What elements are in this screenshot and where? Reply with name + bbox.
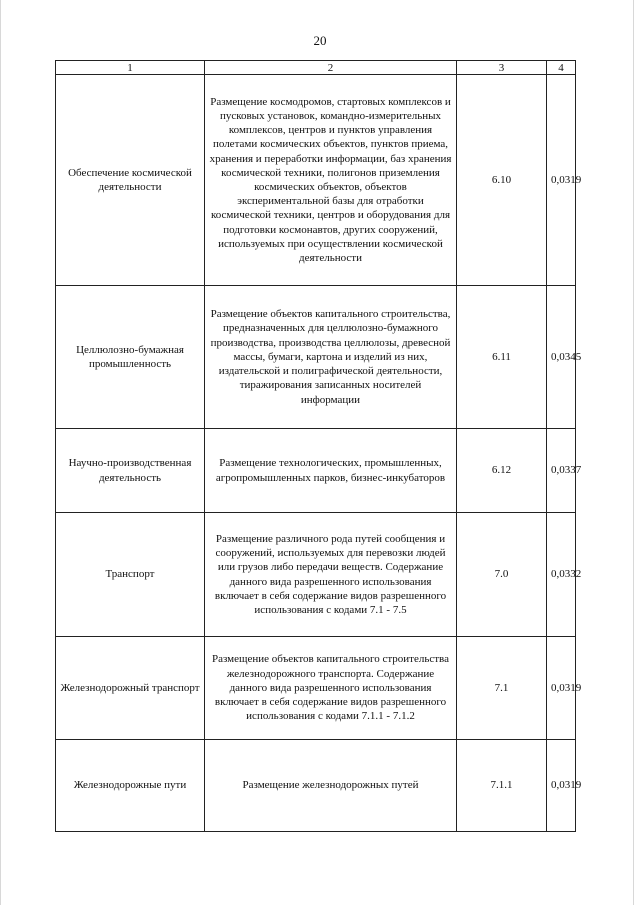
coefficient-cell: 0,0319 — [547, 75, 576, 286]
table-row — [56, 429, 576, 513]
use-description-cell: Размещение технологических, промышленных, агропромышленных парков, бизнес-инкубаторов — [205, 429, 457, 513]
coefficient-cell: 0,0337 — [547, 429, 576, 513]
column-header: 2 — [205, 61, 457, 75]
use-description-cell: Размещение различного рода путей сообщения и сооружений, используемых для перевозки людей или грузов либо передачи веществ. Содержание данного вида разрешенного использования включает в себя содержание видов разрешенного использования с кодами 7.1 - 7.5 — [205, 513, 457, 637]
table-row — [56, 286, 576, 429]
table-row — [56, 513, 576, 637]
use-name-cell: Железнодорожные пути — [56, 740, 205, 832]
use-name-cell: Транспорт — [56, 513, 205, 637]
use-name-cell: Железнодорожный транспорт — [56, 637, 205, 740]
page-number: 20 — [313, 33, 327, 48]
page-edge-left — [0, 0, 1, 905]
use-name-cell: Целлюлозно-бумажная промышленность — [56, 286, 205, 429]
column-header: 4 — [547, 61, 576, 75]
column-header: 3 — [457, 61, 547, 75]
coefficient-cell: 0,0345 — [547, 286, 576, 429]
use-code-cell: 7.1.1 — [457, 740, 547, 832]
column-header: 1 — [56, 61, 205, 75]
page-edge-right — [633, 0, 634, 905]
table-row — [56, 75, 576, 286]
table-row — [56, 637, 576, 740]
table-row — [56, 740, 576, 832]
coefficient-cell: 0,0319 — [547, 740, 576, 832]
coefficient-cell: 0,0332 — [547, 513, 576, 637]
use-code-cell: 7.0 — [457, 513, 547, 637]
use-description-cell: Размещение железнодорожных путей — [205, 740, 457, 832]
land-use-table — [55, 60, 582, 832]
use-code-cell: 6.12 — [457, 429, 547, 513]
table-header-row — [56, 61, 576, 75]
use-name-cell: Научно-производственная деятельность — [56, 429, 205, 513]
use-code-cell: 7.1 — [457, 637, 547, 740]
use-description-cell: Размещение объектов капитального строительства железнодорожного транспорта. Содержание данного вида разрешенного использования включает в себя содержание видов разрешенного использования с кодами 7.1.1 - 7.1.2 — [205, 637, 457, 740]
use-description-cell: Размещение космодромов, стартовых комплексов и пусковых установок, командно-измерительных комплексов, центров и пунктов управления полетами космических объектов, пунктов приема, хранения и переработки информации, баз хранения космической техники, полигонов приземления космических объектов, объектов экспериментальной базы для отработки космической техники, центров и оборудования для подготовки космонавтов, других сооружений, используемых при осуществлении космической деятельности — [205, 75, 457, 286]
use-code-cell: 6.11 — [457, 286, 547, 429]
use-code-cell: 6.10 — [457, 75, 547, 286]
use-description-cell: Размещение объектов капитального строительства, предназначенных для целлюлозно-бумажного производства, производства целлюлозы, древесной массы, бумаги, картона и изделий из них, издательской и полиграфической деятельности, тиражирования записанных носителей информации — [205, 286, 457, 429]
use-name-cell: Обеспечение космической деятельности — [56, 75, 205, 286]
coefficient-cell: 0,0319 — [547, 637, 576, 740]
